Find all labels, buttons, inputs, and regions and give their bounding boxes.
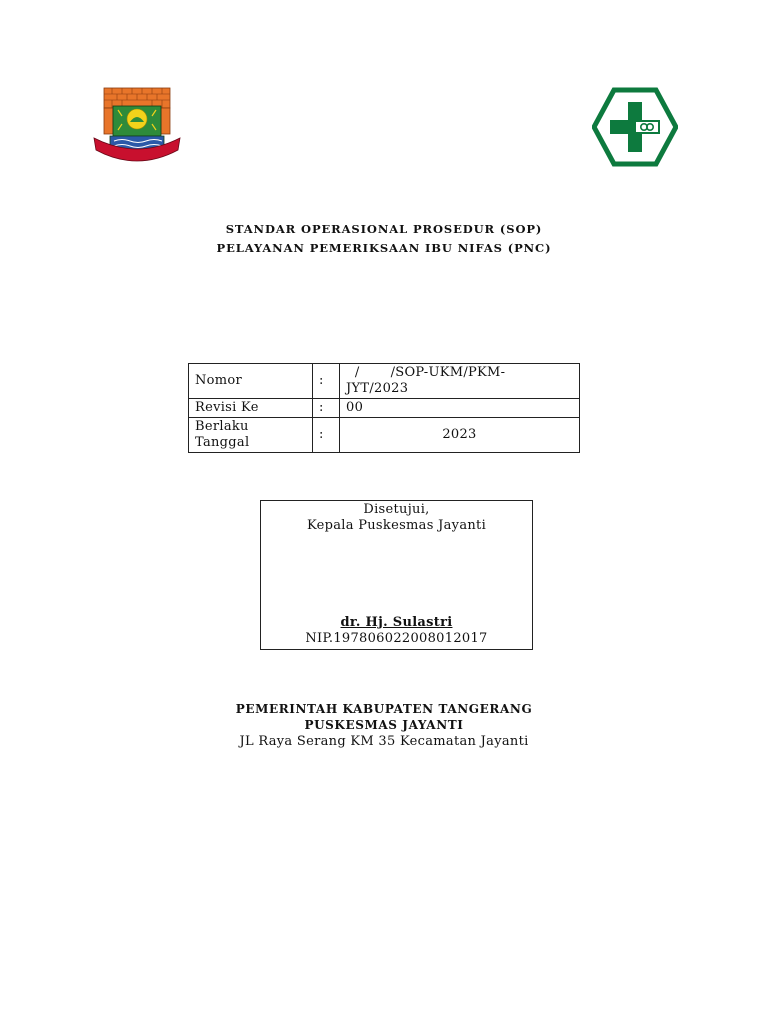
revisi-label: Revisi Ke <box>189 399 313 418</box>
document-title <box>0 220 768 258</box>
approver-name <box>261 615 532 631</box>
berlaku-value: 2023 <box>340 418 580 453</box>
institution-address: JL Raya Serang KM 35 Kecamatan Jayanti <box>239 734 529 749</box>
nomor-separator: : <box>313 364 340 399</box>
approver-nip: NIP.197806022008012017 <box>305 631 488 646</box>
approval-position: Kepala Puskesmas Jayanti <box>306 518 487 533</box>
nomor-label: Nomor <box>189 364 313 399</box>
table-row-berlaku <box>189 418 580 453</box>
revisi-value: 00 <box>340 399 580 418</box>
berlaku-label-line-1: Berlaku <box>195 419 249 434</box>
approval-heading: Disetujui, <box>363 502 430 517</box>
revisi-separator: : <box>313 399 340 418</box>
nomor-value <box>340 364 580 399</box>
puskesmas-name: PUSKESMAS JAYANTI <box>304 718 464 732</box>
government-name: PEMERINTAH KABUPATEN TANGERANG <box>235 702 533 716</box>
berlaku-label-line-2: Tanggal <box>195 435 250 450</box>
tangerang-regency-emblem-icon <box>92 86 182 168</box>
title-line-1: STANDAR OPERASIONAL PROSEDUR (SOP) <box>225 222 543 236</box>
title-line-2: PELAYANAN PEMERIKSAAN IBU NIFAS (PNC) <box>216 241 552 255</box>
approval-box <box>260 500 533 650</box>
nomor-value-line-2: JYT/2023 <box>346 381 409 396</box>
institution-footer <box>0 701 768 751</box>
document-info-table <box>188 363 580 453</box>
table-row-revisi <box>189 399 580 418</box>
table-row-nomor <box>189 364 580 399</box>
puskesmas-cross-icon <box>592 87 678 167</box>
berlaku-separator: : <box>313 418 340 453</box>
berlaku-label <box>189 418 313 453</box>
nomor-value-line-1: / /SOP-UKM/PKM- <box>346 365 506 380</box>
approver-name-text: dr. Hj. Sulastri <box>340 615 453 630</box>
